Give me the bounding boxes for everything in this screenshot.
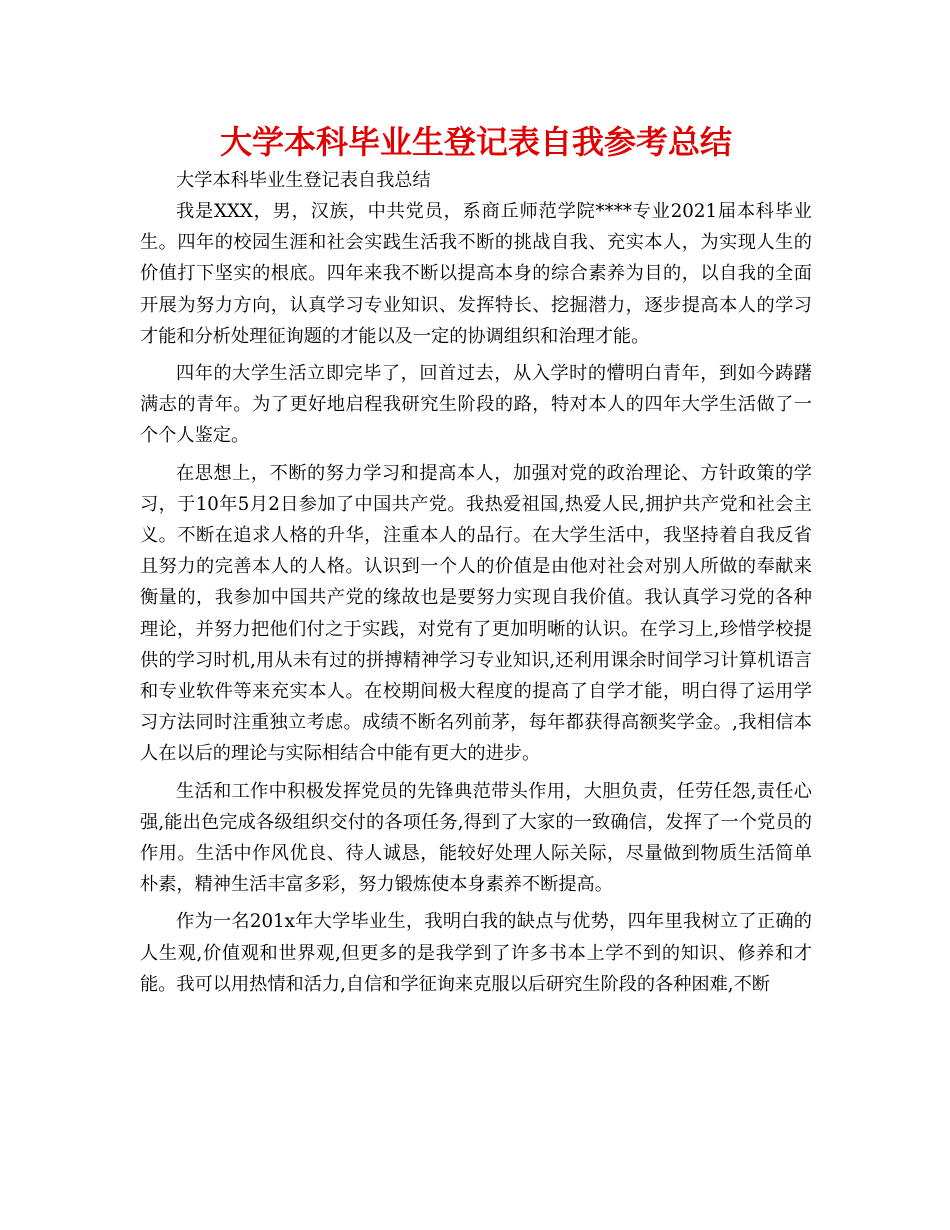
paragraph-ideology-study: 在思想上，不断的努力学习和提高本人，加强对党的政治理论、方针政策的学习，于10年5月2日参加了中国共产党。我热爱祖国,热爱人民,拥护共产党和社会主义。不断在追求人格的升华，注重本人的品行。在大学生活中，我坚持着自我反省且努力的完善本人的人格。认识到一个人的价值是由他对社会对别人所做的奉献来衡量的，我参加中国共产党的缘故也是要努力实现自我价值。我认真学习党的各种理论，并努力把他们付之于实践，对党有了更加明晰的认识。在学习上,珍惜学校提供的学习时机,用从未有过的拼搏精神学习专业知识,还利用课余时间学习计算机语言和专业软件等来充实本人。在校期间极大程度的提高了自学才能，明白得了运用学习方法同时注重独立考虑。成绩不断名列前茅，每年都获得高额奖学金。,我相信本人在以后的理论与实际相结合中能有更大的进步。 [140,462,812,765]
paragraph-review: 四年的大学生活立即完毕了，回首过去，从入学时的懵明白青年，到如今踌躇满志的青年。为了更好地启程我研究生阶段的路，特对本人的四年大学生活做了一个个人鉴定。 [140,363,812,447]
document-page [140,120,812,1006]
paragraph-life-work: 生活和工作中积极发挥党员的先锋典范带头作用，大胆负责，任劳任怨,责任心强,能出色完成各级组织交付的各项任务,得到了大家的一致确信，发挥了一个党员的作用。生活中作风优良、待人诚恳，能较好处理人际关际，尽量做到物质生活简单朴素，精神生活丰富多彩，努力锻炼使本身素养不断提高。 [140,780,812,896]
paragraph-intro: 我是XXX，男，汉族，中共党员，系商丘师范学院****专业2021届本科毕业生。四年的校园生涯和社会实践生活我不断的挑战自我、充实本人，为实现人生的价值打下坚实的根底。四年来我不断以提高本身的综合素养为目的，以自我的全面开展为努力方向，认真学习专业知识、发挥特长、挖掘潜力，逐步提高本人的学习才能和分析处理征询题的才能以及一定的协调组织和治理才能。 [140,201,812,347]
document-subtitle: 大学本科毕业生登记表自我总结 [176,170,431,191]
paragraph-outlook: 作为一名201x年大学毕业生，我明白我的缺点与优势，四年里我树立了正确的人生观,价值观和世界观,但更多的是我学到了许多书本上学不到的知识、修养和才能。我可以用热情和活力,自信和学征询来克服以后研究生阶段的各种困难,不断 [140,911,812,995]
document-title: 大学本科毕业生登记表自我参考总结 [219,123,732,161]
